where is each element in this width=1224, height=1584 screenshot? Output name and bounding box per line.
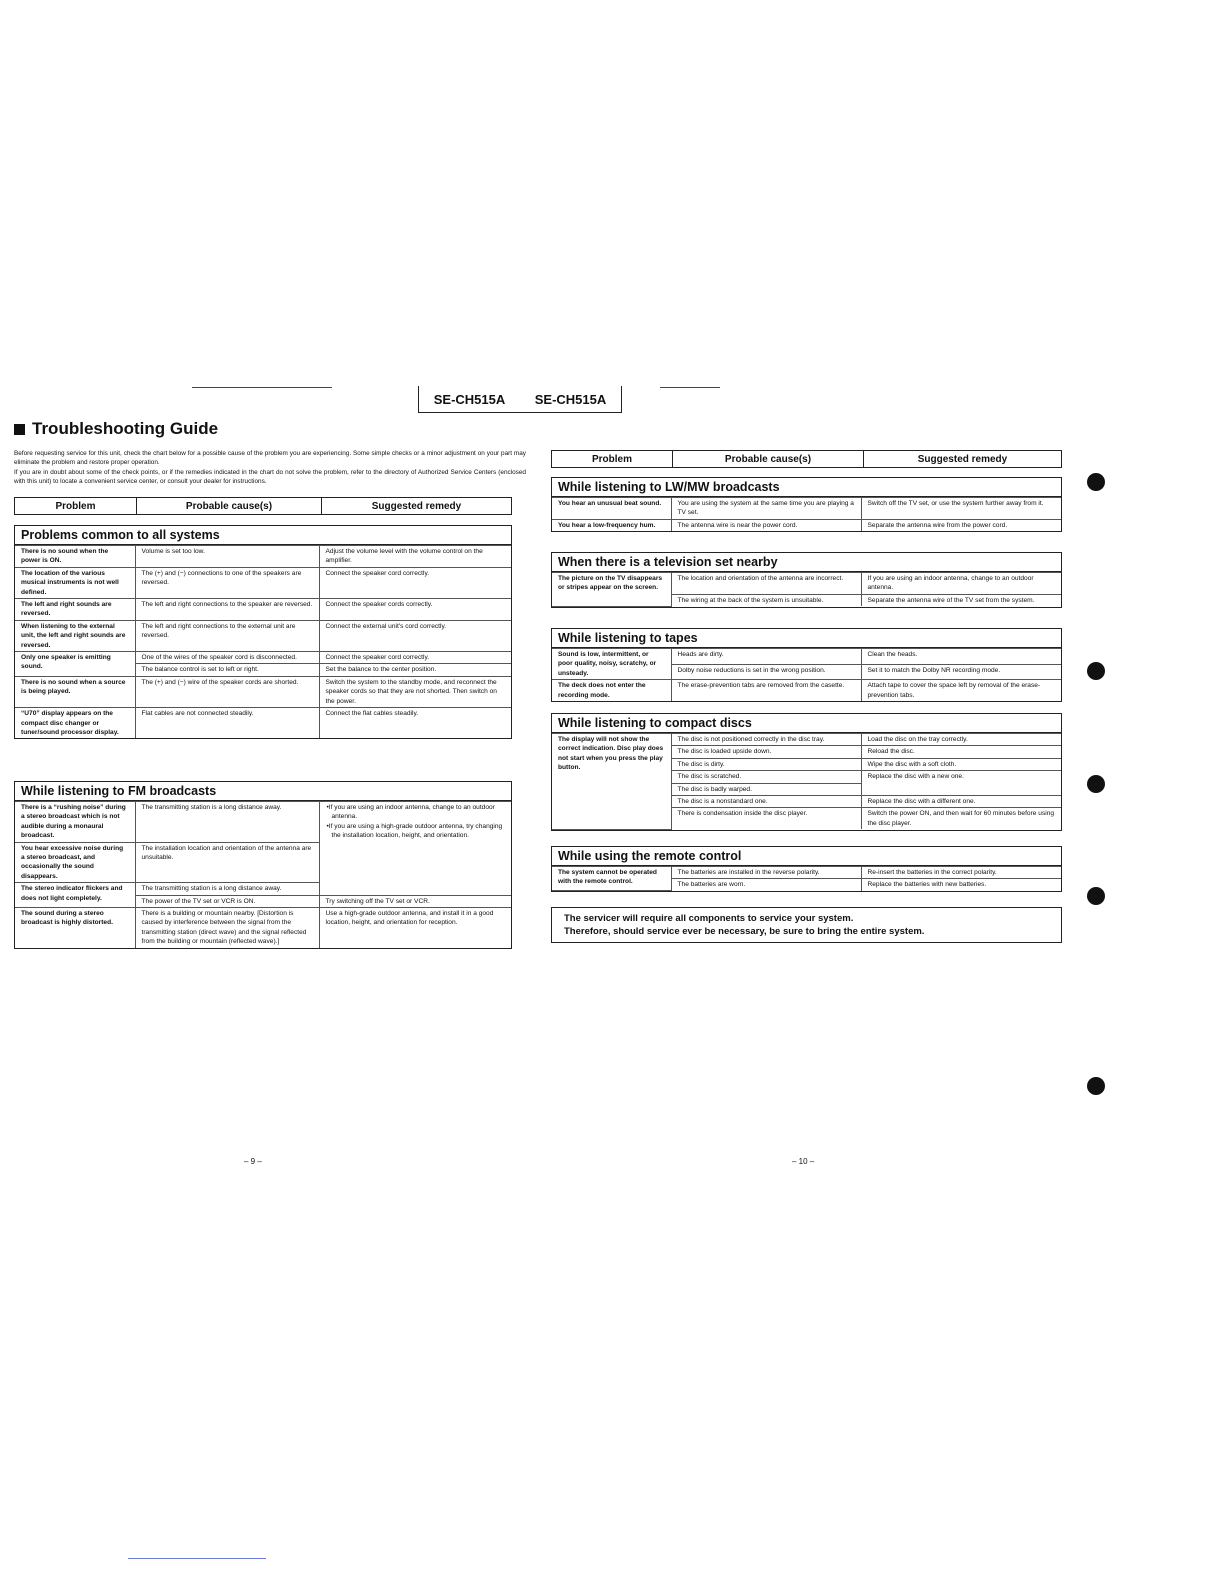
- section-remote: [551, 846, 1062, 892]
- remedy-cell: Load the disc on the tray correctly.: [861, 734, 1061, 746]
- problem-cell: You hear excessive noise during a stereo broadcast, and occasionally the sound disappears.: [15, 842, 135, 883]
- table-row: [15, 708, 511, 739]
- section-title: Problems common to all systems: [15, 526, 511, 545]
- section-title: When there is a television set nearby: [552, 553, 1061, 572]
- remedy-cell: Adjust the volume level with the volume control on the amplifier.: [319, 546, 511, 568]
- cause-cell: The disc is loaded upside down.: [671, 746, 861, 758]
- col-remedy: Suggested remedy: [371, 500, 462, 512]
- remedy-cell: Reload the disc.: [861, 746, 1061, 758]
- remedy-cell: If you are using an indoor antenna, change to an outdoor antenna.: [861, 573, 1061, 595]
- remedy-cell: Connect the flat cables steadily.: [319, 708, 511, 739]
- remedy-cell: Separate the antenna wire of the TV set from the system.: [861, 594, 1061, 606]
- cause-cell: The disc is badly warped.: [671, 783, 861, 795]
- footer-line: [128, 1558, 266, 1559]
- fm-table: [15, 801, 511, 948]
- problem-cell: There is no sound when the power is ON.: [15, 546, 135, 568]
- remedy-cell: Replace the batteries with new batteries.: [861, 879, 1061, 891]
- cause-cell: The transmitting station is a long distance away.: [135, 802, 319, 843]
- service-notice: [551, 907, 1062, 943]
- cause-cell: The antenna wire is near the power cord.: [671, 519, 861, 531]
- section-tv: [551, 552, 1062, 608]
- cd-table: [552, 733, 1061, 830]
- cause-cell: The batteries are worn.: [671, 879, 861, 891]
- cause-cell: Flat cables are not connected steadily.: [135, 708, 319, 739]
- section-title: While listening to compact discs: [552, 714, 1061, 733]
- intro-paragraph-2: If you are in doubt about some of the check points, or if the remedies indicated in the chart do not solve the problem, refer to the directory of Authorized Service Centers (enclosed with this unit) to locate a convenient service center, or consult your dealer for instructions.: [14, 468, 526, 485]
- lwmw-table: [552, 497, 1061, 531]
- intro-text: [14, 449, 526, 486]
- remedy-cell: Switch the system to the standby mode, and reconnect the speaker cords so that they are not shorted. Then switch on the power.: [319, 676, 511, 707]
- section-cd: [551, 713, 1062, 831]
- binder-hole-icon: [1087, 887, 1105, 905]
- page-number-left: – 9 –: [244, 1157, 262, 1166]
- remedy-cell: Wipe the disc with a soft cloth.: [861, 758, 1061, 770]
- cause-cell: The left and right connections to the external unit are reversed.: [135, 620, 319, 651]
- col-problem: Problem: [15, 498, 137, 514]
- model-right: SE-CH515A: [534, 391, 607, 407]
- cause-cell: The disc is not positioned correctly in the disc tray.: [671, 734, 861, 746]
- cause-cell: Heads are dirty.: [671, 649, 861, 665]
- remedy-bullet: •If you are using an indoor antenna, change to an outdoor antenna.: [326, 804, 495, 821]
- cause-cell: The wiring at the back of the system is unsuitable.: [671, 594, 861, 606]
- remedy-cell: [319, 802, 511, 896]
- notice-line-1: The servicer will require all components to service your system.: [564, 913, 854, 924]
- remedy-cell: Connect the external unit's cord correctly.: [319, 620, 511, 651]
- binder-hole-icon: [1087, 473, 1105, 491]
- problem-cell: The sound during a stereo broadcast is highly distorted.: [15, 908, 135, 948]
- remedy-cell: Use a high-grade outdoor antenna, and install it in a good location, height, and orientation for reception.: [319, 908, 511, 948]
- remedy-cell: Clean the heads.: [861, 649, 1061, 665]
- cause-cell: The batteries are installed in the reverse polarity.: [671, 867, 861, 879]
- problem-cell: The display will not show the correct indication. Disc play does not start when you press the play button.: [552, 734, 671, 830]
- problem-cell: The deck does not enter the recording mode.: [552, 680, 671, 701]
- section-common: [14, 525, 512, 739]
- page-title: [14, 419, 218, 439]
- problem-cell: There is no sound when a source is being played.: [15, 676, 135, 707]
- problem-cell: The left and right sounds are reversed.: [15, 599, 135, 621]
- remedy-cell: Try switching off the TV set or VCR.: [319, 895, 511, 907]
- col-remedy: Suggested remedy: [917, 453, 1008, 465]
- binder-hole-icon: [1087, 775, 1105, 793]
- table-row: [15, 908, 511, 948]
- table-row: [15, 676, 511, 707]
- section-fm: [14, 781, 512, 949]
- table-row: [552, 519, 1061, 531]
- problem-cell: There is a “rushing noise” during a stereo broadcast which is not audible during a monaural broadcast.: [15, 802, 135, 843]
- remedy-cell: Connect the speaker cord correctly.: [319, 652, 511, 664]
- remedy-cell: Connect the speaker cord correctly.: [319, 567, 511, 598]
- cause-cell: The (+) and (−) connections to one of the speakers are reversed.: [135, 567, 319, 598]
- cause-cell: The power of the TV set or VCR is ON.: [135, 895, 319, 907]
- problem-cell: Only one speaker is emitting sound.: [15, 652, 135, 677]
- table-row: [15, 546, 511, 568]
- right-column-header: [551, 450, 1062, 468]
- notice-line-2: Therefore, should service ever be necessary, be sure to bring the entire system.: [564, 926, 925, 937]
- remedy-cell: Connect the speaker cords correctly.: [319, 599, 511, 621]
- table-row: [15, 567, 511, 598]
- table-row: [552, 680, 1061, 701]
- col-problem: Problem: [552, 451, 673, 467]
- remedy-cell: Replace the disc with a new one.: [861, 771, 1061, 796]
- cause-cell: The transmitting station is a long distance away.: [135, 883, 319, 895]
- tv-table: [552, 572, 1061, 607]
- section-title: While using the remote control: [552, 847, 1061, 866]
- remedy-bullet: •If you are using a high-grade outdoor antenna, try changing the installation location, height, and orientation.: [326, 822, 503, 840]
- page-number-right: – 10 –: [792, 1157, 815, 1166]
- cause-cell: The balance control is set to left or right.: [135, 664, 319, 676]
- cause-cell: The installation location and orientation of the antenna are unsuitable.: [135, 842, 319, 883]
- problem-cell: The system cannot be operated with the remote control.: [552, 867, 671, 891]
- cause-cell: Dolby noise reductions is set in the wrong position.: [671, 664, 861, 680]
- cause-cell: The disc is scratched.: [671, 771, 861, 783]
- square-bullet-icon: [14, 424, 25, 435]
- section-tapes: [551, 628, 1062, 702]
- header-rule-left: [192, 387, 332, 388]
- remedy-cell: Replace the disc with a different one.: [861, 796, 1061, 808]
- model-box: [418, 386, 622, 413]
- common-table: [15, 545, 511, 738]
- table-row: [552, 498, 1061, 520]
- model-left: SE-CH515A: [433, 391, 506, 407]
- binder-hole-icon: [1087, 1077, 1105, 1095]
- cause-cell: The left and right connections to the speaker are reversed.: [135, 599, 319, 621]
- remedy-cell: Switch off the TV set, or use the system further away from it.: [861, 498, 1061, 520]
- left-column-header: [14, 497, 512, 515]
- cause-cell: The disc is a nonstandard one.: [671, 796, 861, 808]
- problem-cell: The picture on the TV disappears or stripes appear on the screen.: [552, 573, 671, 607]
- remedy-cell: Set it to match the Dolby NR recording mode.: [861, 664, 1061, 680]
- table-row: [15, 620, 511, 651]
- table-row: [15, 599, 511, 621]
- table-row: [552, 649, 1061, 665]
- cause-cell: One of the wires of the speaker cord is disconnected.: [135, 652, 319, 664]
- problem-cell: The location of the various musical instruments is not well defined.: [15, 567, 135, 598]
- problem-cell: You hear a low-frequency hum.: [552, 519, 671, 531]
- section-lwmw: [551, 477, 1062, 532]
- tapes-table: [552, 648, 1061, 701]
- cause-cell: There is condensation inside the disc player.: [671, 808, 861, 829]
- problem-cell: The stereo indicator flickers and does not light completely.: [15, 883, 135, 908]
- header-rule-right: [660, 387, 720, 388]
- binder-hole-icon: [1087, 662, 1105, 680]
- problem-cell: When listening to the external unit, the left and right sounds are reversed.: [15, 620, 135, 651]
- cause-cell: There is a building or mountain nearby. [Distortion is caused by interference between the signal from the transmitting station (direct wave) and the signal reflected from the building or mountain (reflected wave).]: [135, 908, 319, 948]
- section-title: While listening to LW/MW broadcasts: [552, 478, 1061, 497]
- table-row: [15, 652, 511, 664]
- table-row: [552, 734, 1061, 746]
- cause-cell: You are using the system at the same time you are playing a TV set.: [671, 498, 861, 520]
- col-cause: Probable cause(s): [137, 498, 322, 514]
- table-row: [552, 867, 1061, 879]
- cause-cell: The (+) and (−) wire of the speaker cords are shorted.: [135, 676, 319, 707]
- table-row: [15, 802, 511, 843]
- col-cause: Probable cause(s): [673, 451, 864, 467]
- section-title: While listening to tapes: [552, 629, 1061, 648]
- problem-cell: Sound is low, intermittent, or poor quality, noisy, scratchy, or unsteady.: [552, 649, 671, 680]
- cause-cell: The disc is dirty.: [671, 758, 861, 770]
- section-title: While listening to FM broadcasts: [15, 782, 511, 801]
- intro-paragraph-1: Before requesting service for this unit, check the chart below for a possible cause of the problem you are experiencing. Some simple checks or a minor adjustment on your part may eliminate the problem and restore proper operation.: [14, 450, 526, 467]
- table-row: [552, 573, 1061, 595]
- remedy-cell: Re-insert the batteries in the correct polarity.: [861, 867, 1061, 879]
- remote-table: [552, 866, 1061, 891]
- remedy-cell: Set the balance to the center position.: [319, 664, 511, 676]
- remedy-cell: Switch the power ON, and then wait for 60 minutes before using the disc player.: [861, 808, 1061, 829]
- page-title-text: Troubleshooting Guide: [32, 419, 219, 438]
- cause-cell: The erase-prevention tabs are removed from the casette.: [671, 680, 861, 701]
- remedy-cell: Separate the antenna wire from the power cord.: [861, 519, 1061, 531]
- problem-cell: “U70” display appears on the compact disc changer or tuner/sound processor display.: [15, 708, 135, 739]
- cause-cell: The location and orientation of the antenna are incorrect.: [671, 573, 861, 595]
- cause-cell: Volume is set too low.: [135, 546, 319, 568]
- problem-cell: You hear an unusual beat sound.: [552, 498, 671, 520]
- remedy-cell: Attach tape to cover the space left by removal of the erase-prevention tabs.: [861, 680, 1061, 701]
